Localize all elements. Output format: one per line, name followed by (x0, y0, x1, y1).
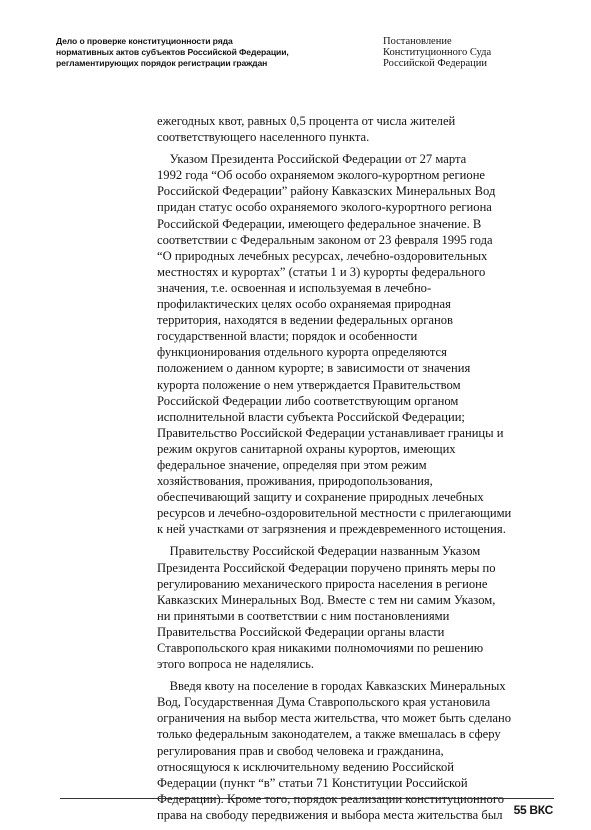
text-line: Российской Федерации” району Кавказских Минеральных Вод (157, 184, 496, 199)
text-line: Президента Российской Федерации поручено принять меры по (157, 560, 496, 575)
text-line: этого вопроса не наделялись. (157, 657, 315, 672)
text-line: соответствующего населенного пункта. (157, 130, 370, 145)
text-line: Кавказских Минеральных Вод. Вместе с тем ни самим Указом, (157, 592, 496, 607)
text-line: только федеральным законодателем, а также вмешалась в сферу (157, 727, 501, 742)
text-line: профилактических целях особо охраняемая природная (157, 297, 451, 312)
body-text (157, 113, 557, 823)
text-line: “О природных лечебных ресурсах, лечебно-оздоровительных (157, 248, 488, 263)
paragraph (157, 113, 557, 145)
header-left-line: регламентирующих порядок регистрации граждан (56, 58, 268, 68)
text-line: Правительству Российской Федерации названным Указом (157, 544, 481, 559)
text-line: придан статус особо охраняемого эколого-курортного региона (157, 200, 492, 215)
text-line: хозяйствования, проживания, природопользования, (157, 474, 433, 489)
text-line: ежегодных квот, равных 0,5 процента от числа жителей (157, 114, 456, 128)
text-line: положением о данном курорте; в зависимости от значения (157, 361, 471, 376)
text-line: Ставропольского края никакими полномочиями по решению (157, 641, 484, 655)
header-right-line: Постановление (383, 36, 452, 47)
text-line: функционирования отдельного курорта определяются (157, 345, 447, 360)
header-right-line: Конституционного Суда (383, 47, 492, 58)
text-line: Российской Федерации, имеющего федеральное значение. В (157, 216, 482, 231)
text-line: государственной власти; порядок и особенности (157, 329, 418, 344)
text-line: ресурсов и лечебно-оздоровительной местности с прилегающими (157, 506, 512, 521)
text-line: Правительства Российской Федерации органы власти (157, 624, 445, 639)
header-left-line: нормативных актов субъектов Российской Федерации, (56, 47, 289, 57)
header-left-line: Дело о проверке конституционности ряда (56, 36, 233, 46)
text-line: курорта положение о нем утверждается Правительством (157, 377, 461, 392)
text-line: регулированию механического прироста населения в регионе (157, 576, 488, 591)
text-line: 1992 года “Об особо охраняемом эколого-курортном регионе (157, 168, 486, 183)
text-line: режим округов санитарной охраны курортов, имеющих (157, 441, 456, 456)
text-line: Российской Федерации либо соответствующим органом (157, 393, 459, 408)
text-line: к ней участками от загрязнения и преждевременного истощения. (157, 522, 506, 537)
page-number: 55 ВКС (513, 803, 553, 817)
running-header-document-type (383, 36, 563, 69)
paragraph (157, 151, 557, 537)
running-header-case-title (56, 36, 326, 69)
text-line: относящуюся к исключительному ведению Российской (157, 759, 455, 774)
text-line: соответствии с Федеральным законом от 23 февраля 1995 года (157, 232, 493, 247)
text-line: исполнительной власти субъекта Российской Федерации; (157, 409, 465, 424)
text-line: Введя квоту на поселение в городах Кавказских Минеральных (157, 679, 506, 694)
paragraph (157, 543, 557, 672)
text-line: Указом Президента Российской Федерации от 27 марта (157, 152, 467, 167)
text-line: права на свободу передвижения и выбора места жительства был (157, 807, 503, 822)
text-line: территория, находятся в ведении федеральных органов (157, 313, 453, 328)
text-line: ограничения на выбор места жительства, что может быть сделано (157, 711, 511, 726)
text-line: Федерации). Кроме того, порядок реализации конституционного (157, 791, 504, 806)
text-line: федеральное значение, определяя при этом режим (157, 457, 427, 472)
footer-divider (60, 798, 554, 799)
header-right-line: Российской Федерации (383, 58, 487, 69)
text-line: регулирования прав и свобод человека и гражданина, (157, 743, 444, 758)
paragraph (157, 678, 557, 823)
text-line: Вод, Государственная Дума Ставропольского края установила (157, 695, 491, 710)
text-line: обеспечивающий защиту и сохранение природных лечебных (157, 490, 484, 505)
text-line: местностях и курортах” (статьи 1 и 3) курорты федерального (157, 264, 486, 279)
text-line: Федерации (пункт “в” статьи 71 Конституции Российской (157, 775, 468, 790)
text-line: ни принятыми в соответствии с ним постановлениями (157, 608, 450, 623)
text-line: Правительство Российской Федерации устанавливает границы и (157, 425, 504, 440)
text-line: значения, т.е. освоенная и используемая в лечебно- (157, 280, 432, 295)
